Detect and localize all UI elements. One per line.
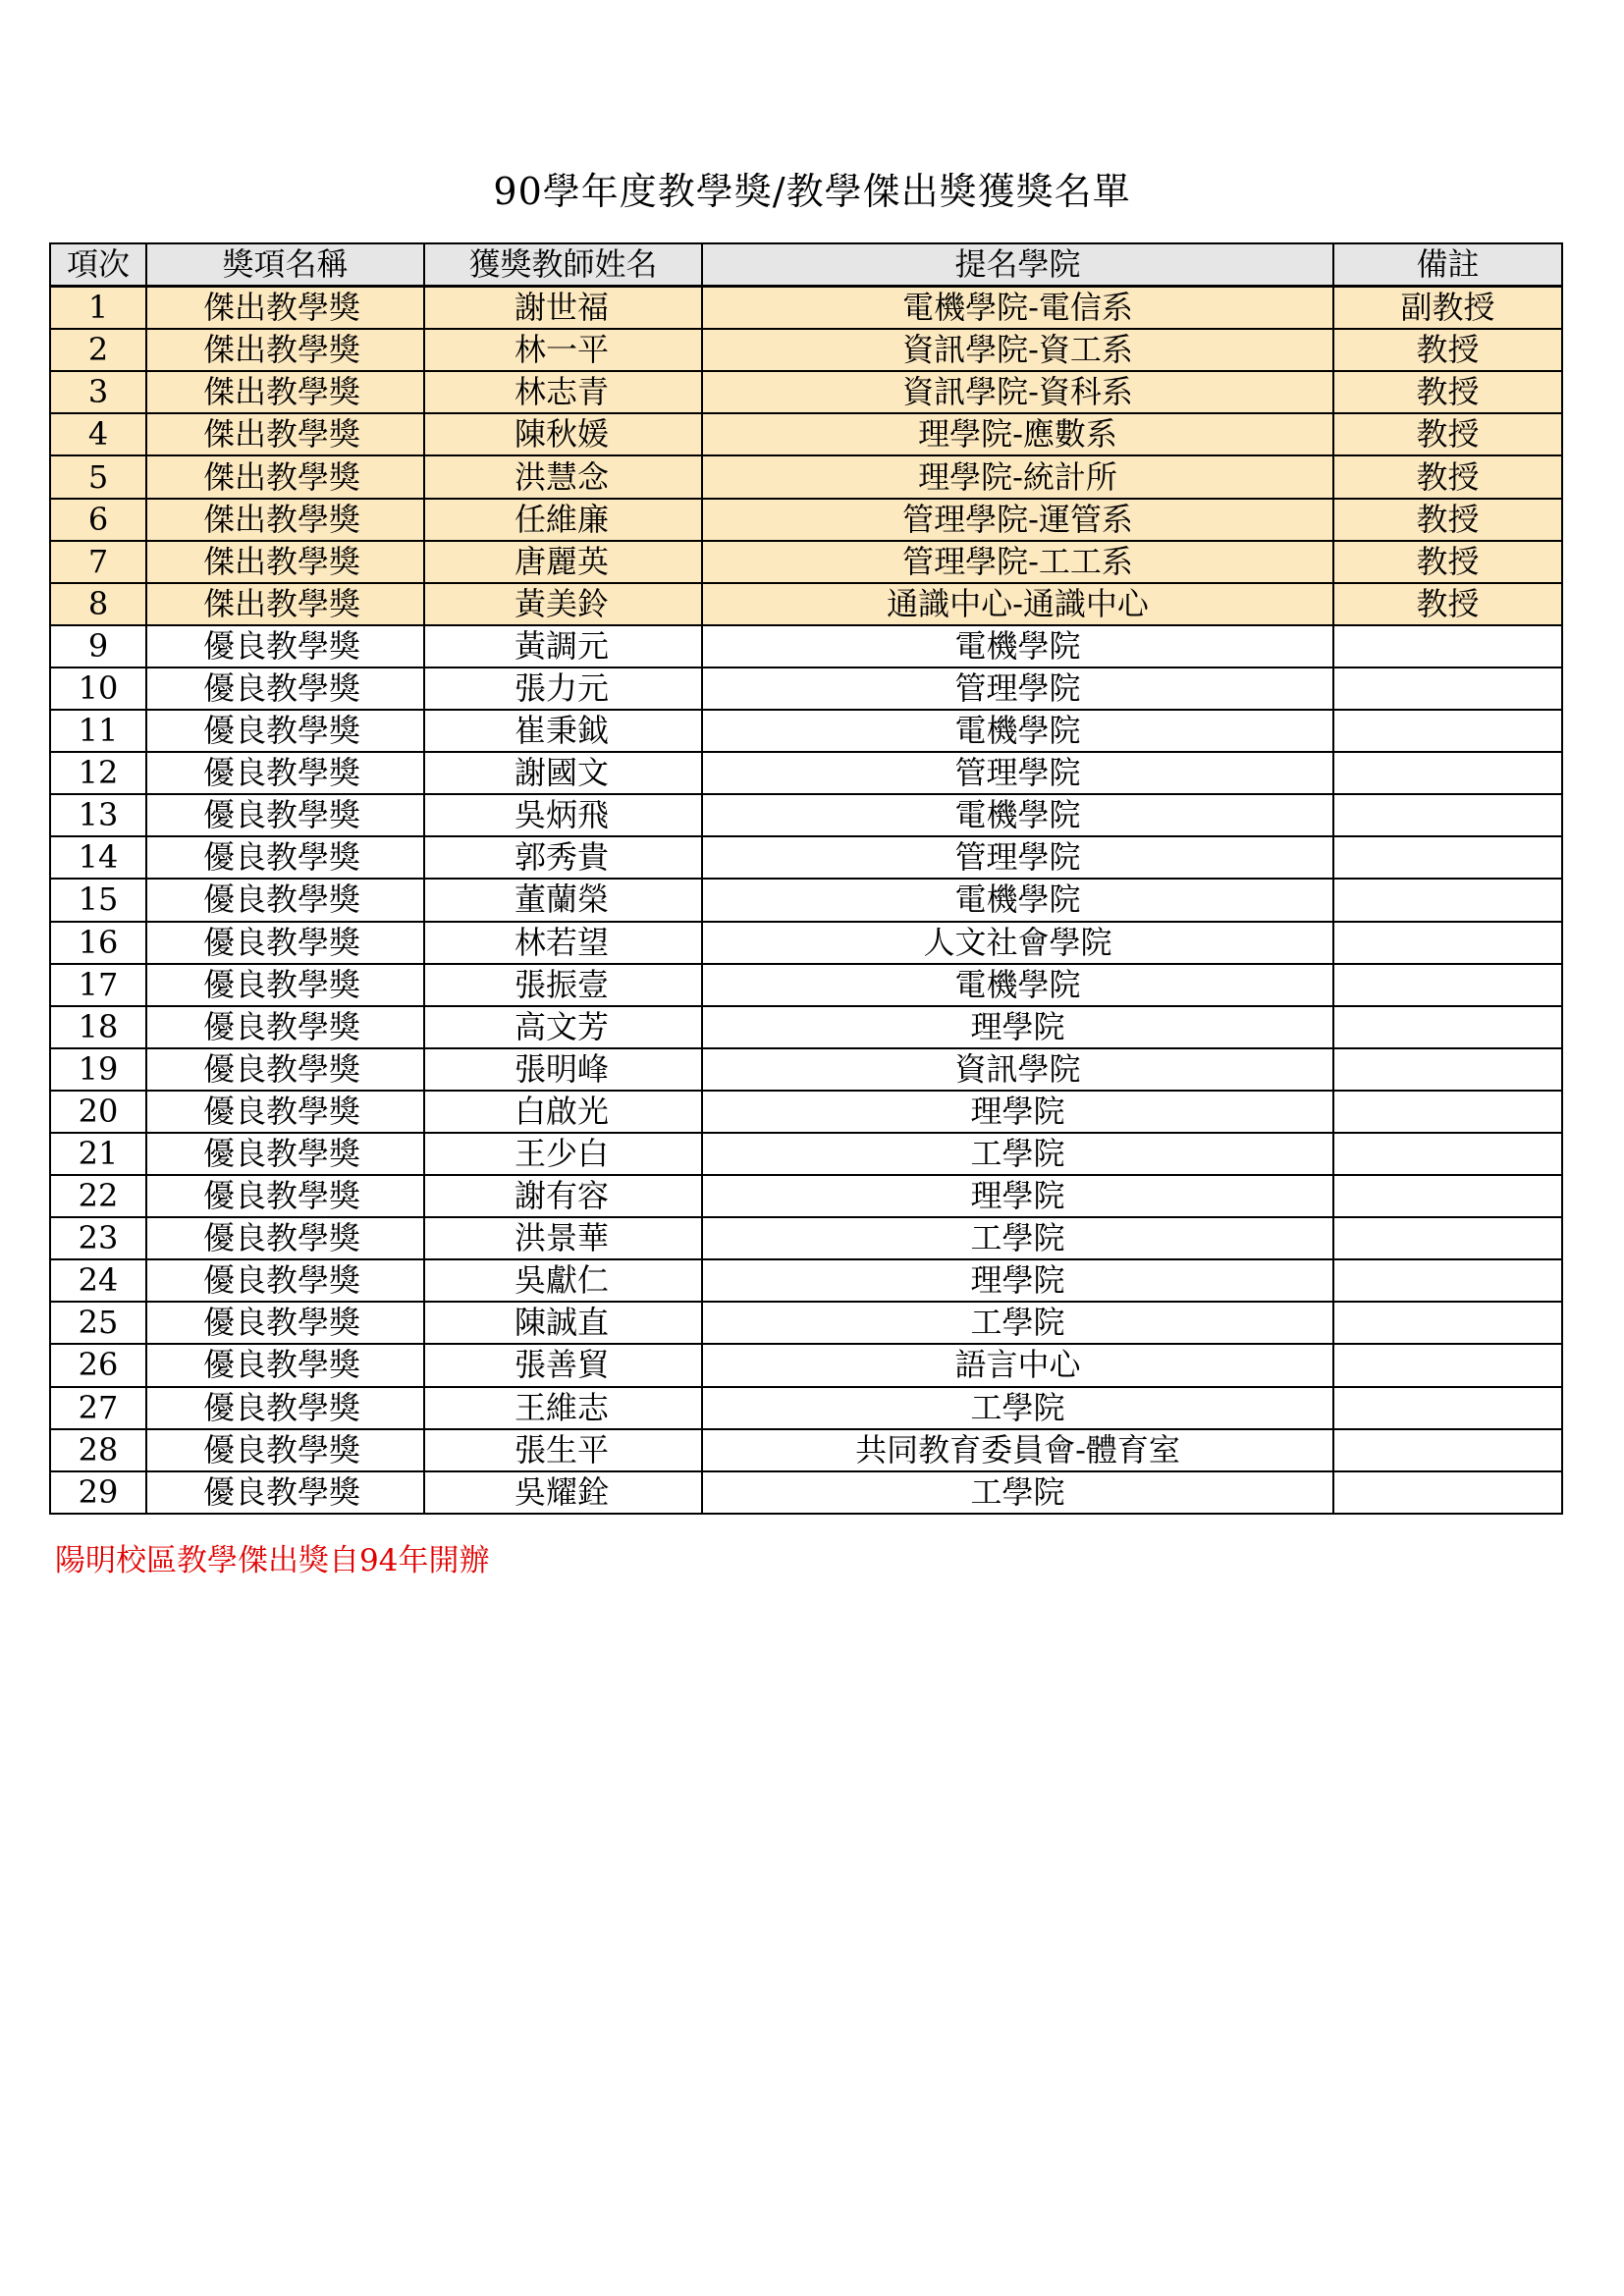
table-row: [50, 922, 1562, 964]
cell-award-name: 優良教學獎: [146, 1387, 424, 1429]
cell-note: [1333, 1471, 1562, 1514]
table-row: [50, 1471, 1562, 1514]
cell-item-no: 17: [50, 964, 146, 1006]
cell-note: [1333, 1048, 1562, 1091]
cell-award-name: 優良教學獎: [146, 710, 424, 752]
cell-note: 教授: [1333, 541, 1562, 583]
cell-note: [1333, 794, 1562, 836]
cell-nominating-college: 人文社會學院: [702, 922, 1333, 964]
cell-note: [1333, 1091, 1562, 1133]
cell-award-name: 傑出教學獎: [146, 541, 424, 583]
cell-award-name: 優良教學獎: [146, 836, 424, 879]
cell-award-name: 優良教學獎: [146, 1006, 424, 1048]
cell-award-name: 優良教學獎: [146, 1048, 424, 1091]
cell-nominating-college: 理學院-應數系: [702, 413, 1333, 455]
cell-award-name: 優良教學獎: [146, 879, 424, 921]
cell-award-name: 優良教學獎: [146, 794, 424, 836]
cell-award-name: 優良教學獎: [146, 1344, 424, 1386]
cell-teacher-name: 洪景華: [424, 1217, 702, 1259]
header-award-name: 獎項名稱: [146, 243, 424, 287]
cell-award-name: 優良教學獎: [146, 625, 424, 667]
cell-note: [1333, 625, 1562, 667]
table-row: [50, 1259, 1562, 1302]
cell-award-name: 優良教學獎: [146, 1175, 424, 1217]
table-row: [50, 455, 1562, 498]
cell-teacher-name: 張力元: [424, 667, 702, 710]
cell-nominating-college: 管理學院: [702, 752, 1333, 794]
cell-award-name: 優良教學獎: [146, 1302, 424, 1344]
cell-teacher-name: 郭秀貴: [424, 836, 702, 879]
table-row: [50, 1048, 1562, 1091]
cell-note: 教授: [1333, 583, 1562, 625]
cell-item-no: 19: [50, 1048, 146, 1091]
cell-item-no: 1: [50, 287, 146, 330]
table-row: [50, 541, 1562, 583]
cell-note: [1333, 667, 1562, 710]
cell-item-no: 24: [50, 1259, 146, 1302]
cell-teacher-name: 吳獻仁: [424, 1259, 702, 1302]
cell-teacher-name: 唐麗英: [424, 541, 702, 583]
cell-teacher-name: 黃調元: [424, 625, 702, 667]
cell-item-no: 23: [50, 1217, 146, 1259]
cell-nominating-college: 電機學院: [702, 794, 1333, 836]
cell-nominating-college: 理學院-統計所: [702, 455, 1333, 498]
cell-note: 教授: [1333, 329, 1562, 371]
cell-note: [1333, 964, 1562, 1006]
cell-nominating-college: 工學院: [702, 1471, 1333, 1514]
cell-nominating-college: 資訊學院: [702, 1048, 1333, 1091]
cell-award-name: 傑出教學獎: [146, 329, 424, 371]
table-row: [50, 710, 1562, 752]
cell-nominating-college: 電機學院: [702, 710, 1333, 752]
cell-nominating-college: 管理學院: [702, 667, 1333, 710]
cell-award-name: 優良教學獎: [146, 1429, 424, 1471]
cell-award-name: 傑出教學獎: [146, 287, 424, 330]
cell-teacher-name: 吳炳飛: [424, 794, 702, 836]
table-row: [50, 879, 1562, 921]
cell-nominating-college: 理學院: [702, 1175, 1333, 1217]
table-row: [50, 1217, 1562, 1259]
cell-nominating-college: 管理學院-運管系: [702, 499, 1333, 541]
cell-item-no: 26: [50, 1344, 146, 1386]
cell-award-name: 優良教學獎: [146, 1217, 424, 1259]
cell-item-no: 5: [50, 455, 146, 498]
cell-nominating-college: 資訊學院-資工系: [702, 329, 1333, 371]
cell-item-no: 25: [50, 1302, 146, 1344]
cell-teacher-name: 白啟光: [424, 1091, 702, 1133]
cell-nominating-college: 電機學院: [702, 964, 1333, 1006]
cell-award-name: 優良教學獎: [146, 922, 424, 964]
table-row: [50, 836, 1562, 879]
cell-note: 教授: [1333, 455, 1562, 498]
cell-note: [1333, 1133, 1562, 1175]
cell-item-no: 3: [50, 371, 146, 413]
cell-item-no: 10: [50, 667, 146, 710]
cell-award-name: 傑出教學獎: [146, 413, 424, 455]
table-row: [50, 1344, 1562, 1386]
cell-teacher-name: 謝有容: [424, 1175, 702, 1217]
cell-note: [1333, 710, 1562, 752]
cell-item-no: 22: [50, 1175, 146, 1217]
page-title: 90學年度教學獎/教學傑出獎獲獎名單: [493, 170, 1131, 213]
table-row: [50, 1006, 1562, 1048]
cell-item-no: 7: [50, 541, 146, 583]
table-row: [50, 1429, 1562, 1471]
cell-item-no: 16: [50, 922, 146, 964]
cell-item-no: 4: [50, 413, 146, 455]
cell-teacher-name: 洪慧念: [424, 455, 702, 498]
cell-nominating-college: 電機學院: [702, 879, 1333, 921]
cell-item-no: 18: [50, 1006, 146, 1048]
cell-item-no: 21: [50, 1133, 146, 1175]
cell-teacher-name: 張善貿: [424, 1344, 702, 1386]
table-row: [50, 667, 1562, 710]
table-row: [50, 371, 1562, 413]
cell-note: [1333, 836, 1562, 879]
cell-item-no: 12: [50, 752, 146, 794]
cell-item-no: 14: [50, 836, 146, 879]
cell-teacher-name: 黃美鈴: [424, 583, 702, 625]
cell-teacher-name: 陳誠直: [424, 1302, 702, 1344]
cell-note: [1333, 752, 1562, 794]
cell-item-no: 29: [50, 1471, 146, 1514]
cell-nominating-college: 理學院: [702, 1091, 1333, 1133]
cell-item-no: 15: [50, 879, 146, 921]
cell-note: [1333, 922, 1562, 964]
cell-nominating-college: 電機學院: [702, 625, 1333, 667]
cell-note: [1333, 1217, 1562, 1259]
cell-award-name: 傑出教學獎: [146, 583, 424, 625]
table-row: [50, 583, 1562, 625]
cell-note: 教授: [1333, 413, 1562, 455]
cell-award-name: 優良教學獎: [146, 1133, 424, 1175]
cell-teacher-name: 張振壹: [424, 964, 702, 1006]
cell-note: [1333, 879, 1562, 921]
cell-item-no: 27: [50, 1387, 146, 1429]
cell-note: [1333, 1302, 1562, 1344]
table-row: [50, 964, 1562, 1006]
cell-teacher-name: 林志青: [424, 371, 702, 413]
cell-award-name: 優良教學獎: [146, 752, 424, 794]
table-row: [50, 1091, 1562, 1133]
cell-item-no: 20: [50, 1091, 146, 1133]
table-row: [50, 625, 1562, 667]
cell-nominating-college: 理學院: [702, 1259, 1333, 1302]
cell-item-no: 28: [50, 1429, 146, 1471]
cell-note: [1333, 1259, 1562, 1302]
cell-nominating-college: 電機學院-電信系: [702, 287, 1333, 330]
cell-teacher-name: 王維志: [424, 1387, 702, 1429]
cell-nominating-college: 工學院: [702, 1302, 1333, 1344]
cell-award-name: 優良教學獎: [146, 1471, 424, 1514]
table-row: [50, 1133, 1562, 1175]
cell-note: [1333, 1175, 1562, 1217]
cell-teacher-name: 張明峰: [424, 1048, 702, 1091]
cell-nominating-college: 資訊學院-資科系: [702, 371, 1333, 413]
cell-award-name: 傑出教學獎: [146, 371, 424, 413]
cell-teacher-name: 謝國文: [424, 752, 702, 794]
cell-note: [1333, 1006, 1562, 1048]
table-row: [50, 287, 1562, 330]
table-row: [50, 752, 1562, 794]
cell-teacher-name: 陳秋媛: [424, 413, 702, 455]
cell-nominating-college: 工學院: [702, 1217, 1333, 1259]
cell-note: [1333, 1344, 1562, 1386]
cell-teacher-name: 任維廉: [424, 499, 702, 541]
header-item-no: 項次: [50, 243, 146, 287]
cell-nominating-college: 管理學院-工工系: [702, 541, 1333, 583]
header-note: 備註: [1333, 243, 1562, 287]
cell-nominating-college: 通識中心-通識中心: [702, 583, 1333, 625]
table-row: [50, 499, 1562, 541]
cell-note: 教授: [1333, 371, 1562, 413]
cell-teacher-name: 張生平: [424, 1429, 702, 1471]
cell-teacher-name: 林一平: [424, 329, 702, 371]
cell-teacher-name: 吳耀銓: [424, 1471, 702, 1514]
cell-award-name: 優良教學獎: [146, 964, 424, 1006]
cell-nominating-college: 理學院: [702, 1006, 1333, 1048]
table-row: [50, 329, 1562, 371]
cell-award-name: 優良教學獎: [146, 1091, 424, 1133]
footnote: 陽明校區教學傑出獎自94年開辦: [55, 1543, 490, 1578]
cell-award-name: 優良教學獎: [146, 667, 424, 710]
table-row: [50, 1387, 1562, 1429]
cell-item-no: 6: [50, 499, 146, 541]
cell-note: 副教授: [1333, 287, 1562, 330]
table-header-row: [50, 243, 1562, 287]
cell-nominating-college: 工學院: [702, 1387, 1333, 1429]
cell-nominating-college: 語言中心: [702, 1344, 1333, 1386]
cell-item-no: 9: [50, 625, 146, 667]
header-nominating-college: 提名學院: [702, 243, 1333, 287]
cell-nominating-college: 工學院: [702, 1133, 1333, 1175]
cell-award-name: 優良教學獎: [146, 1259, 424, 1302]
award-winners-table: [49, 242, 1563, 1515]
table-row: [50, 1302, 1562, 1344]
cell-note: [1333, 1429, 1562, 1471]
table-row: [50, 1175, 1562, 1217]
cell-teacher-name: 董蘭榮: [424, 879, 702, 921]
cell-note: [1333, 1387, 1562, 1429]
cell-award-name: 傑出教學獎: [146, 455, 424, 498]
cell-teacher-name: 謝世福: [424, 287, 702, 330]
table-body: [50, 287, 1562, 1514]
cell-note: 教授: [1333, 499, 1562, 541]
cell-item-no: 8: [50, 583, 146, 625]
table-row: [50, 413, 1562, 455]
cell-teacher-name: 林若望: [424, 922, 702, 964]
cell-item-no: 11: [50, 710, 146, 752]
cell-teacher-name: 高文芳: [424, 1006, 702, 1048]
cell-nominating-college: 管理學院: [702, 836, 1333, 879]
cell-teacher-name: 崔秉鉞: [424, 710, 702, 752]
cell-item-no: 2: [50, 329, 146, 371]
header-teacher-name: 獲獎教師姓名: [424, 243, 702, 287]
cell-award-name: 傑出教學獎: [146, 499, 424, 541]
cell-nominating-college: 共同教育委員會-體育室: [702, 1429, 1333, 1471]
cell-item-no: 13: [50, 794, 146, 836]
cell-teacher-name: 王少白: [424, 1133, 702, 1175]
table-row: [50, 794, 1562, 836]
